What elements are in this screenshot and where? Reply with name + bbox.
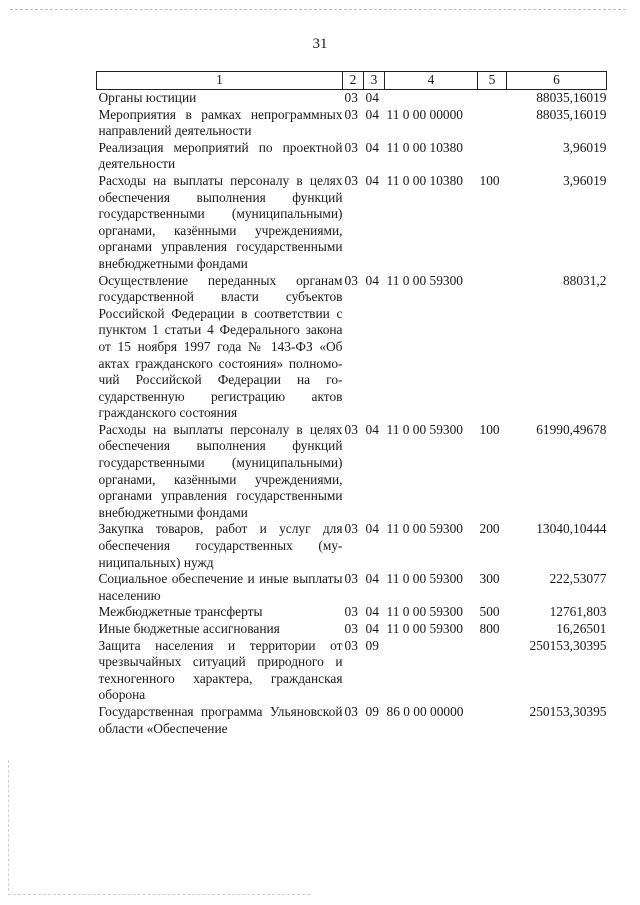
table-header-row [97, 72, 607, 90]
row-section-cell: 03 [344, 421, 358, 437]
row-amount-cell: 250153,30395 [529, 703, 607, 719]
row-expense-type-cell: 300 [479, 571, 500, 587]
row-subsection-cell: 09 [365, 637, 379, 653]
row-expense-type-cell [478, 704, 507, 737]
scan-edge-top [10, 9, 626, 10]
row-expense-type-cell: 100 [479, 172, 500, 188]
budget-table [96, 71, 607, 737]
row-section-cell: 03 [344, 621, 358, 636]
row-target-article-cell: 11 0 00 10380 [386, 139, 463, 155]
row-target-article-cell: 11 0 00 10380 [386, 172, 463, 188]
row-section-cell: 03 [344, 604, 358, 620]
row-name-cell: Расходы на выплаты персоналу в целях обеспечения выполнения функций государственными (муниципальными) органами, казёнными учреждениями, органами управления государственными внебюджетными фондами [98, 421, 343, 520]
table-row [97, 107, 607, 140]
row-section-cell: 03 [344, 172, 358, 188]
row-expense-type-cell [478, 90, 507, 107]
row-subsection-cell: 04 [365, 172, 379, 188]
row-expense-type-cell: 500 [479, 604, 500, 620]
row-amount-cell: 13040,10444 [536, 521, 607, 537]
table-row [97, 704, 607, 737]
row-expense-type-cell [478, 107, 507, 140]
row-subsection-cell: 04 [365, 521, 379, 537]
row-name-cell: Защита населения и территории от чрезвычайных ситуаций природного и техногенного характера, гражданская оборона [98, 637, 343, 703]
row-amount-cell: 88035,16019 [536, 90, 607, 105]
table-body [97, 90, 607, 738]
row-target-article-cell [385, 90, 478, 107]
row-name-cell: Закупка товаров, работ и услуг для обеспечения государственных (муниципальных) нужд [98, 521, 343, 570]
row-target-article-cell: 86 0 00 00000 [386, 703, 464, 719]
row-amount-cell: 12761,803 [549, 604, 607, 620]
row-target-article-cell: 11 0 00 00000 [386, 106, 463, 122]
row-amount-cell: 88031,2 [562, 272, 607, 288]
row-section-cell: 03 [344, 571, 358, 587]
row-subsection-cell: 04 [365, 139, 379, 155]
row-section-cell: 03 [344, 106, 358, 122]
row-name-cell: Социальное обеспечение и иные выплаты населению [98, 571, 343, 603]
table-row [97, 173, 607, 273]
row-subsection-cell: 04 [365, 571, 379, 587]
row-name-cell: Реализация мероприятий по проектной деятельности [98, 139, 343, 172]
row-amount-cell: 3,96019 [562, 139, 607, 155]
table-row [97, 604, 607, 621]
table-row [97, 521, 607, 571]
row-section-cell: 03 [344, 521, 358, 537]
row-target-article-cell [385, 638, 478, 704]
row-section-cell: 03 [344, 703, 358, 719]
row-subsection-cell: 09 [365, 703, 379, 719]
column-header: 5 [478, 72, 507, 90]
table-row [97, 422, 607, 522]
row-section-cell: 03 [344, 272, 358, 288]
row-amount-cell: 16,26501 [556, 621, 607, 636]
row-target-article-cell: 11 0 00 59300 [386, 421, 463, 437]
table-row [97, 638, 607, 704]
row-name-cell: Осуществление переданных органам государственной власти субъектов Российской Федерации в соответствии с пунктом 1 статьи 4 Федерального закона от 15 ноября 1997 года № 143-ФЗ «Об актах гражданского состояния» полномочий Российской Федерации на государственную регистрацию актов гражданского состояния [98, 272, 343, 421]
row-expense-type-cell: 800 [479, 621, 500, 636]
row-section-cell: 03 [344, 90, 358, 105]
row-target-article-cell: 11 0 00 59300 [386, 621, 463, 636]
row-expense-type-cell [478, 140, 507, 173]
row-target-article-cell: 11 0 00 59300 [386, 571, 463, 587]
row-expense-type-cell [478, 273, 507, 422]
row-amount-cell: 88035,16019 [536, 106, 607, 122]
table-row [97, 621, 607, 638]
page-number: 31 [312, 36, 328, 52]
scan-edge-left [8, 760, 9, 891]
column-header: 6 [507, 72, 607, 90]
row-subsection-cell: 04 [365, 106, 379, 122]
row-target-article-cell: 11 0 00 59300 [386, 272, 463, 288]
column-header: 1 [97, 72, 343, 90]
table-row [97, 273, 607, 422]
column-header: 4 [385, 72, 478, 90]
column-header: 3 [364, 72, 385, 90]
row-subsection-cell: 04 [365, 621, 379, 636]
row-subsection-cell: 04 [365, 421, 379, 437]
row-name-cell: Органы юстиции [98, 90, 197, 105]
row-name-cell: Государственная программа Ульяновской области «Обеспечение [98, 703, 343, 736]
row-amount-cell: 250153,30395 [529, 637, 607, 653]
row-expense-type-cell [478, 638, 507, 704]
row-target-article-cell: 11 0 00 59300 [386, 604, 463, 620]
row-expense-type-cell: 200 [479, 521, 500, 537]
row-section-cell: 03 [344, 139, 358, 155]
row-section-cell: 03 [344, 637, 358, 653]
table-row [97, 140, 607, 173]
column-header: 2 [343, 72, 364, 90]
row-subsection-cell: 04 [365, 272, 379, 288]
table-row [97, 571, 607, 604]
table-row [97, 90, 607, 107]
row-name-cell: Мероприятия в рамках непрограммных направлений деятельности [98, 106, 343, 139]
row-amount-cell: 61990,49678 [536, 421, 607, 437]
row-name-cell: Расходы на выплаты персоналу в целях обеспечения выполнения функций государственными (муниципальными) органами, казёнными учреждениями, органами управления государственными внебюджетными фондами [98, 172, 343, 271]
row-amount-cell: 3,96019 [562, 172, 607, 188]
row-target-article-cell: 11 0 00 59300 [386, 521, 463, 537]
scan-edge-bottom [8, 894, 310, 895]
row-subsection-cell: 04 [365, 604, 379, 620]
row-expense-type-cell: 100 [479, 421, 500, 437]
row-name-cell: Иные бюджетные ассигнования [98, 621, 280, 636]
row-name-cell: Межбюджетные трансферты [98, 604, 263, 620]
row-amount-cell: 222,53077 [549, 571, 607, 587]
row-subsection-cell: 04 [365, 90, 379, 105]
